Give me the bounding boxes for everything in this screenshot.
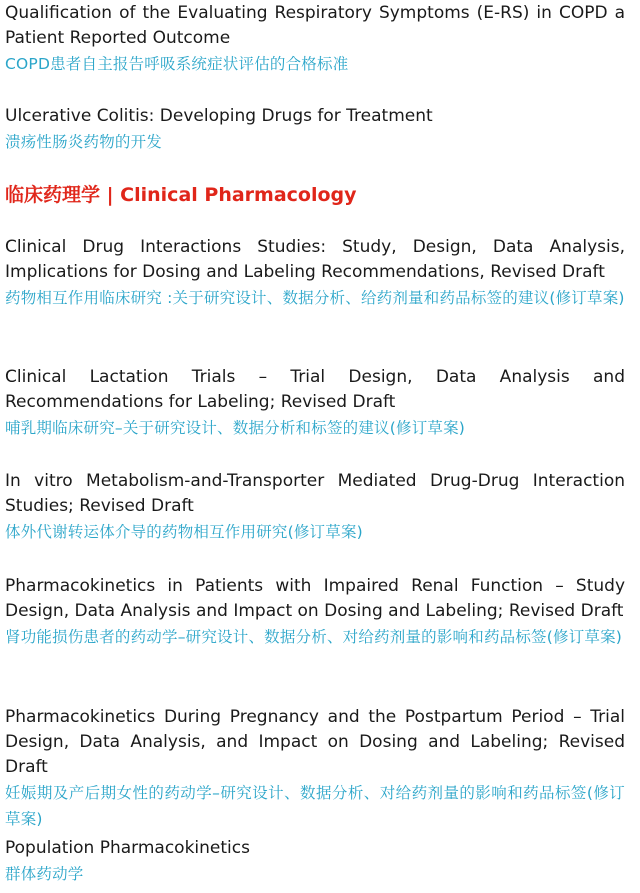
entry-title-en: Qualification of the Evaluating Respiratory Symptoms (E-RS) in COPD a Patient Reported Outcome [5, 3, 625, 48]
entry-title-en: Clinical Lactation Trials – Trial Design, Data Analysis and Recommendations for Labeling; Revised Draft [5, 367, 625, 412]
list-item [5, 104, 625, 155]
list-item [5, 1, 625, 77]
entry-title-en: In vitro Metabolism-and-Transporter Mediated Drug-Drug Interaction Studies; Revised Draft [5, 471, 625, 516]
list-item [5, 705, 625, 832]
section-heading: 临床药理学 | Clinical Pharmacology [5, 184, 357, 206]
entry-title-en: Pharmacokinetics During Pregnancy and the Postpartum Period – Trial Design, Data Analysis, and Impact on Dosing and Labeling; Revised Draft [5, 707, 625, 777]
entry-title-zh: 体外代谢转运体介导的药物相互作用研究(修订草案) [5, 523, 363, 541]
list-item [5, 469, 625, 545]
entry-title-en: Clinical Drug Interactions Studies: Study, Design, Data Analysis, Implications for Dosing and Labeling Recommendations, Revised Draft [5, 237, 625, 282]
list-item [5, 574, 625, 650]
entry-title-zh: 肾功能损伤患者的药动学–研究设计、数据分析、对给药剂量的影响和药品标签(修订草案) [5, 628, 623, 646]
list-item [5, 836, 625, 887]
list-item [5, 365, 625, 441]
list-item [5, 235, 625, 311]
entry-title-zh: 药物相互作用临床研究 :关于研究设计、数据分析、给药剂量和药品标签的建议(修订草案) [5, 289, 625, 307]
entry-title-zh: 溃疡性肠炎药物的开发 [5, 133, 163, 151]
entry-title-zh: 哺乳期临床研究–关于研究设计、数据分析和标签的建议(修订草案) [5, 419, 466, 437]
entry-title-en: Pharmacokinetics in Patients with Impaired Renal Function – Study Design, Data Analysis and Impact on Dosing and Labeling; Revised Draft [5, 576, 625, 621]
entry-title-zh: 群体药动学 [5, 865, 84, 883]
entry-title-en: Population Pharmacokinetics [5, 838, 250, 858]
entry-title-zh: COPD患者自主报告呼吸系统症状评估的合格标准 [5, 55, 349, 73]
entry-title-zh: 妊娠期及产后期女性的药动学–研究设计、数据分析、对给药剂量的影响和药品标签(修订草案) [5, 784, 625, 828]
entry-title-en: Ulcerative Colitis: Developing Drugs for Treatment [5, 106, 433, 126]
